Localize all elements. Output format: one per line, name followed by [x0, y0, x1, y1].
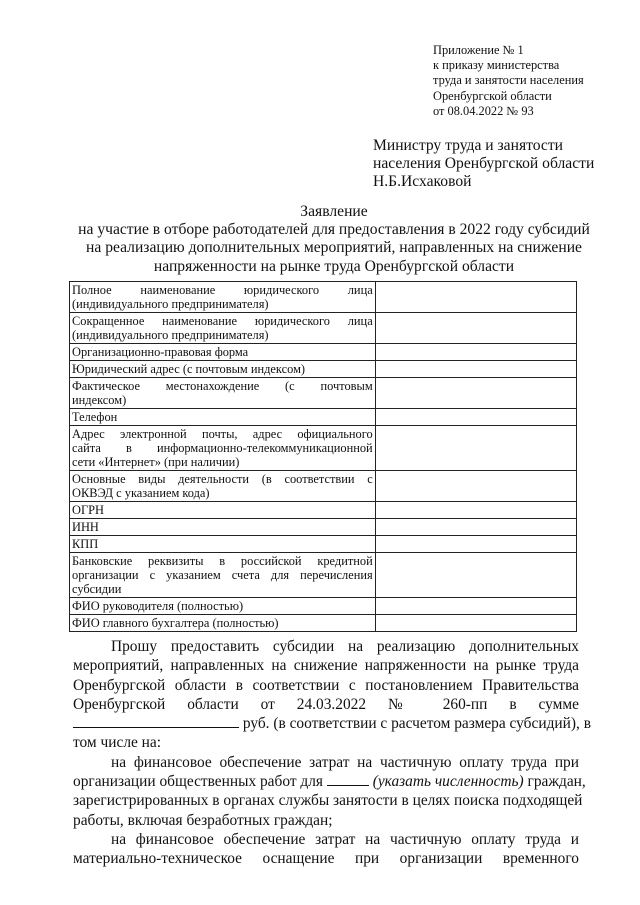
field-value[interactable]: [375, 361, 576, 378]
field-label-line: субсидии: [72, 582, 122, 596]
appendix-line: Оренбургской области: [433, 88, 552, 103]
field-label-line: Организационно-правовая форма: [72, 345, 249, 359]
addressee-line: населения Оренбургской области: [373, 155, 595, 173]
field-value[interactable]: [375, 409, 576, 426]
headcount-blank[interactable]: [327, 772, 369, 786]
field-label-line: Адрес электронной почты, адрес официального: [72, 427, 373, 441]
field-label-line: Банковские реквизиты в российской кредитной: [72, 554, 373, 568]
field-label-line: организации с указанием счета для перечисления: [72, 568, 373, 582]
field-value[interactable]: [375, 519, 576, 536]
text-line: Оренбургской области от 24.03.2022 № 260-пп в сумме: [73, 695, 579, 713]
field-label: [70, 536, 376, 553]
table-row: [70, 313, 577, 344]
text-line: мероприятий, направленных на снижение напряженности на рынке труда: [73, 657, 579, 675]
text-line: том числе на:: [73, 734, 162, 752]
field-label-line: КПП: [72, 537, 99, 551]
field-label: [70, 519, 376, 536]
title-heading: Заявление: [300, 203, 368, 220]
document-title: [64, 203, 604, 276]
field-label-line: ИНН: [72, 520, 99, 534]
appendix-line: к приказу министерства: [433, 58, 560, 73]
text-fragment-italic: (указать численность): [368, 773, 524, 791]
appendix-line: от 08.04.2022 № 93: [433, 103, 534, 118]
field-value[interactable]: [375, 344, 576, 361]
field-value[interactable]: [375, 471, 576, 502]
table-row: [70, 553, 577, 598]
field-label-line: ОКВЭД с указанием кода): [72, 486, 210, 500]
addressee-block: [373, 137, 633, 192]
field-value[interactable]: [375, 426, 576, 471]
field-value[interactable]: [375, 282, 576, 313]
addressee-line: Министру труда и занятости: [373, 137, 563, 154]
field-label-line: Телефон: [72, 410, 118, 424]
table-row: [70, 471, 577, 502]
field-value[interactable]: [375, 615, 576, 632]
field-value[interactable]: [375, 502, 576, 519]
field-label-line: ФИО руководителя (полностью): [72, 599, 244, 613]
field-label: [70, 553, 376, 598]
field-label-line: сайта в информационно-телекоммуникационной: [72, 441, 373, 455]
field-label: [70, 598, 376, 615]
text-line: на финансовое обеспечение затрат на частичную оплату труда и: [111, 830, 579, 848]
text-line: Оренбургской области в соответствии с постановлением Правительства: [73, 676, 579, 694]
table-row: [70, 519, 577, 536]
field-label: [70, 502, 376, 519]
table-row: [70, 344, 577, 361]
field-label: [70, 615, 376, 632]
table-row: [70, 502, 577, 519]
field-label-line: ОГРН: [72, 503, 104, 517]
field-label: [70, 378, 376, 409]
field-label: [70, 344, 376, 361]
appendix-note: [433, 43, 633, 119]
request-text: [73, 637, 591, 869]
field-label: [70, 471, 376, 502]
field-label: [70, 361, 376, 378]
addressee-line: Н.Б.Исхаковой: [373, 173, 472, 191]
field-value[interactable]: [375, 378, 576, 409]
appendix-line: труда и занятости населения: [433, 73, 584, 88]
field-value[interactable]: [375, 598, 576, 615]
text-fragment: граждан,: [523, 773, 586, 791]
field-value[interactable]: [375, 536, 576, 553]
table-row: [70, 361, 577, 378]
title-line: на участие в отборе работодателей для предоставления в 2022 году субсидий: [78, 221, 590, 239]
field-label: [70, 282, 376, 313]
appendix-line: Приложение № 1: [433, 43, 524, 57]
text-fragment: руб. (в соответствии с расчетом размера субсидий), в: [239, 715, 591, 733]
table-row: [70, 378, 577, 409]
field-value[interactable]: [375, 553, 576, 598]
field-label-line: Юридический адрес (с почтовым индексом): [72, 362, 306, 376]
field-label-line: (индивидуального предпринимателя): [72, 297, 269, 311]
table-row: [70, 409, 577, 426]
field-label-line: Фактическое местонахождение (с почтовым: [72, 379, 373, 393]
text-line: зарегистрированных в органах службы занятости в целях поиска подходящей: [73, 792, 583, 810]
field-label-line: Полное наименование юридического лица: [72, 283, 373, 297]
text-line: [73, 772, 586, 791]
table-row: [70, 282, 577, 313]
applicant-info-table: [69, 281, 577, 632]
table-row: [70, 598, 577, 615]
title-line: напряженности на рынке труда Оренбургской области: [153, 257, 515, 275]
field-label-line: Основные виды деятельности (в соответствии с: [72, 472, 373, 486]
title-line: на реализацию дополнительных мероприятий, направленных на снижение: [86, 239, 582, 257]
text-fragment: организации общественных работ для: [73, 773, 327, 791]
field-label: [70, 426, 376, 471]
table-row: [70, 426, 577, 471]
field-value[interactable]: [375, 313, 576, 344]
amount-blank[interactable]: [73, 714, 239, 728]
table-row: [70, 536, 577, 553]
text-line: [73, 714, 591, 733]
text-line: материально-техническое оснащение при организации временного: [73, 850, 579, 868]
field-label-line: ФИО главного бухгалтера (полностью): [72, 616, 279, 630]
field-label-line: (индивидуального предпринимателя): [72, 328, 269, 342]
field-label-line: индексом): [72, 393, 127, 407]
field-label: [70, 313, 376, 344]
table-row: [70, 615, 577, 632]
text-line: на финансовое обеспечение затрат на частичную оплату труда при: [111, 753, 579, 771]
field-label-line: Сокращенное наименование юридического лица: [72, 314, 373, 328]
text-line: работы, включая безработных граждан;: [73, 811, 333, 829]
field-label-line: сети «Интернет» (при наличии): [72, 455, 240, 469]
text-line: Прошу предоставить субсидии на реализацию дополнительных: [111, 638, 579, 655]
field-label: [70, 409, 376, 426]
